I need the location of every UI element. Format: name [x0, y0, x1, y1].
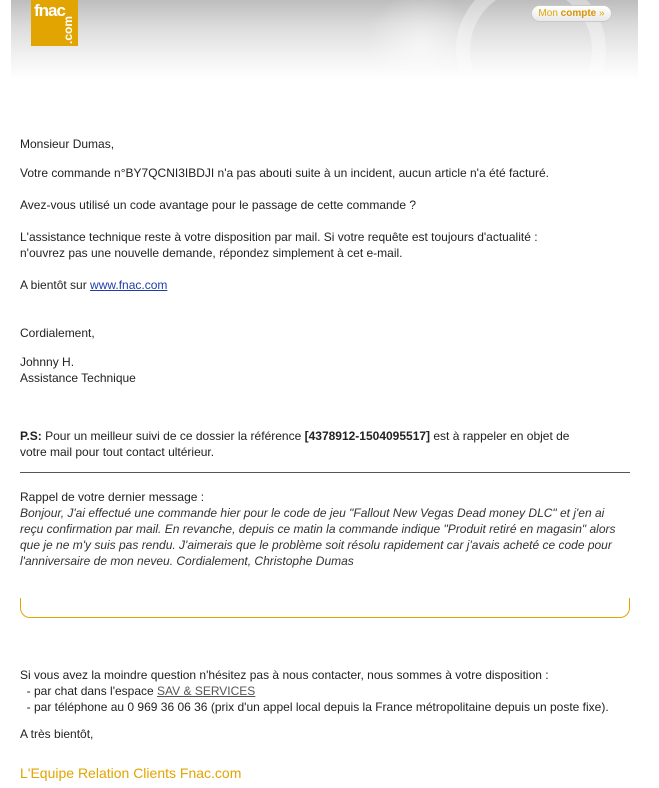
order-status-text: Votre commande n°BY7QCNI3IBDJI n'a pas abouti suite à un incident, aucun article n'a été facturé.	[20, 166, 550, 180]
reminder-message: Bonjour, J'ai effectué une commande hier pour le code de jeu "Fallout New Vegas Dead money DLC" et j'en ai reçu confirmation par mail. En revanche, depuis ce matin la commande indique "Produit retiré en magasin" alors que je ne m'y suis pas rendu. J'aimerais que le problème soit résolu rapidement car j'avais acheté ce code pour l'anniversaire de mon neveu. Cordialement, Christophe Dumas	[20, 506, 616, 568]
reminder-box-border	[20, 598, 630, 618]
logo-text: fnac	[34, 1, 65, 20]
greeting: Monsieur Dumas,	[20, 137, 115, 151]
account-label-pre: Mon	[538, 8, 558, 19]
see-you-prefix: A bientôt sur	[20, 278, 91, 292]
goodbye: A très bientôt,	[20, 727, 94, 741]
ps-line-1	[20, 428, 569, 444]
team-name: L'Equipe Relation Clients	[20, 765, 180, 781]
my-account-button[interactable]	[531, 5, 612, 22]
ps-text-1: Pour un meilleur suivi de ce dossier la référence	[41, 429, 305, 443]
ps-label: P.S:	[20, 429, 42, 443]
contact-intro: Si vous avez la moindre question n'hésitez pas à nous contacter, nous sommes à votre disposition :	[20, 668, 549, 682]
reference-number: [4378912-1504095517]	[304, 429, 431, 443]
phone-line: - par téléphone au 0 969 36 06 36 (prix d'un appel local depuis la France métropolitaine depuis un poste fixe).	[20, 700, 609, 714]
reminder-title: Rappel de votre dernier message :	[20, 490, 205, 504]
ps-text-2: est à rappeler en objet de	[430, 429, 570, 443]
fnac-website-link[interactable]: www.fnac.com	[90, 278, 168, 292]
team-signature	[20, 765, 241, 781]
signer-title: Assistance Technique	[20, 371, 136, 385]
assistance-line-2: n'ouvrez pas une nouvelle demande, répondez simplement à cet e-mail.	[20, 246, 403, 260]
divider	[20, 472, 630, 473]
see-you-line	[20, 277, 167, 293]
ps-line-2: votre mail pour tout contact ultérieur.	[20, 445, 215, 459]
chat-line	[20, 683, 255, 699]
logo-suffix: .com	[61, 15, 75, 44]
sav-services-link[interactable]: SAV & SERVICES	[157, 684, 256, 698]
signer-name: Johnny H.	[20, 355, 75, 369]
fnac-logo[interactable]	[31, 0, 78, 46]
assistance-line-1: L'assistance technique reste à votre disposition par mail. Si votre requête est toujours d'actualité :	[20, 230, 538, 244]
chevron-right-icon: »	[599, 8, 605, 19]
account-label-bold: compte	[560, 8, 597, 19]
closing: Cordialement,	[20, 326, 95, 340]
promo-question: Avez-vous utilisé un code avantage pour le passage de cette commande ?	[20, 198, 417, 212]
brand-name: Fnac.com	[179, 765, 242, 781]
chat-prefix: - par chat dans l'espace	[20, 684, 158, 698]
